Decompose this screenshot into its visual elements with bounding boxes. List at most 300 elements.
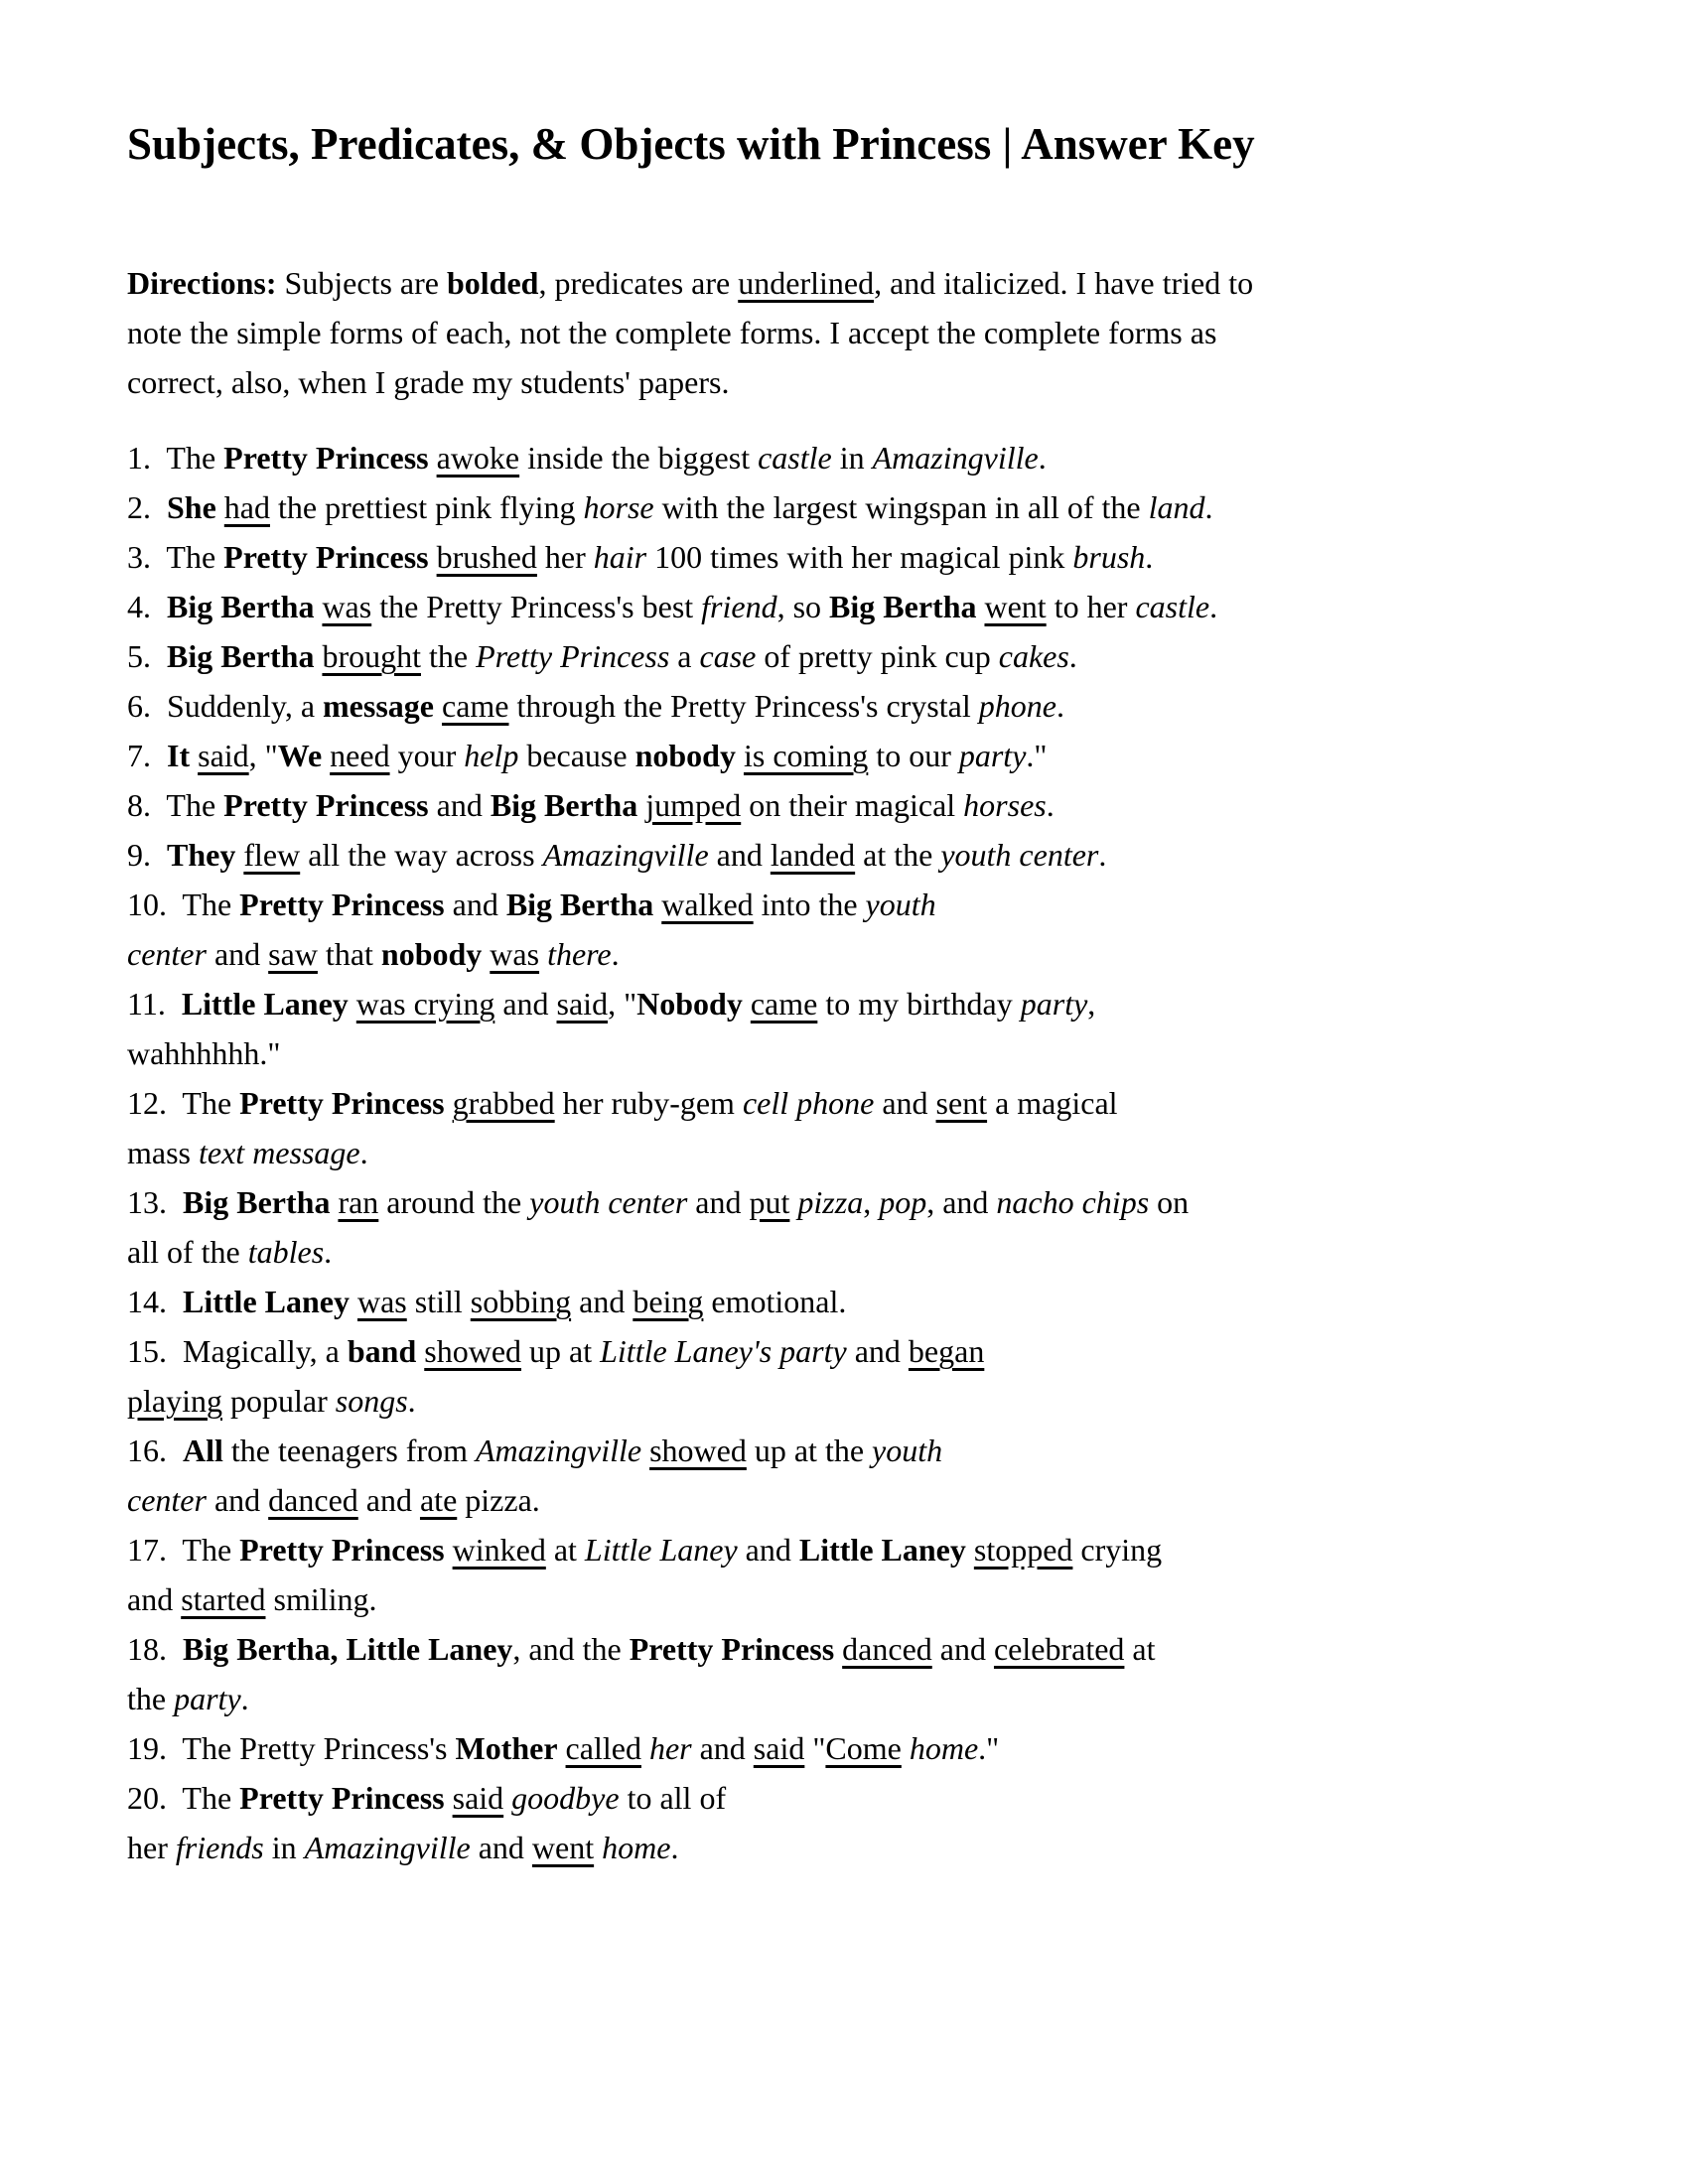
object-italic-run: castle	[1135, 589, 1210, 624]
text-run: .	[1145, 539, 1154, 575]
text-run: 11.	[127, 986, 182, 1022]
text-run: , and the	[512, 1631, 630, 1667]
text-run: her	[127, 1830, 176, 1865]
list-item	[127, 582, 1579, 631]
text-run: 5.	[127, 638, 167, 674]
text-run: to all of	[619, 1780, 727, 1816]
text-run: 100 times with her magical pink	[646, 539, 1073, 575]
predicate-underlined-run: was	[490, 936, 540, 972]
subject-bold-run: Pretty Princess	[239, 887, 445, 922]
subject-bold-run: Nobody	[636, 986, 743, 1022]
object-italic-run: Amazingville	[872, 440, 1039, 476]
subject-bold-run: They	[167, 837, 236, 873]
subject-bold-run: Big Bertha	[167, 638, 315, 674]
text-run: the teenagers from	[222, 1433, 476, 1468]
text-line	[127, 1574, 1579, 1624]
subject-bold-run: Mother	[455, 1730, 558, 1766]
text-line	[127, 308, 1579, 357]
predicate-underlined-run: saw	[268, 936, 318, 972]
predicate-underlined-run: playing	[127, 1383, 222, 1419]
text-run: all of the	[127, 1234, 248, 1270]
text-line	[127, 1326, 1579, 1376]
predicate-underlined-run: jumped	[645, 787, 742, 823]
subject-bold-run: All	[183, 1433, 223, 1468]
object-italic-run: friends	[175, 1830, 264, 1865]
predicate-underlined-run: danced	[268, 1482, 358, 1518]
text-run: , "	[608, 986, 637, 1022]
text-run: at the	[855, 837, 941, 873]
object-italic-run: land	[1148, 489, 1205, 525]
predicate-underlined-run: grabbed	[452, 1085, 555, 1121]
text-run: 20. The	[127, 1780, 240, 1816]
text-line	[127, 1823, 1579, 1872]
text-run	[902, 1730, 910, 1766]
text-line	[127, 482, 1579, 532]
text-run: emotional.	[703, 1284, 847, 1319]
object-italic-run: Little Laney	[584, 1532, 738, 1568]
predicate-underlined-run: came	[750, 986, 818, 1022]
text-run: and	[470, 1830, 532, 1865]
predicate-underlined-run: flew	[243, 837, 301, 873]
text-run: ,	[863, 1184, 880, 1220]
text-run: the prettiest pink flying	[270, 489, 584, 525]
object-italic-run: Amazingville	[542, 837, 709, 873]
object-italic-run: castle	[758, 440, 832, 476]
text-run: in	[831, 440, 873, 476]
text-run: up at the	[746, 1433, 873, 1468]
object-italic-run: party	[958, 738, 1027, 773]
list-item	[127, 1426, 1579, 1525]
text-run: because	[518, 738, 635, 773]
text-run: .	[611, 936, 620, 972]
text-run: 15. Magically, a	[127, 1333, 348, 1369]
subject-bold-run: She	[167, 489, 216, 525]
text-run: .	[1204, 489, 1213, 525]
text-run: .	[240, 1681, 249, 1716]
object-italic-run: home	[909, 1730, 979, 1766]
object-italic-run: songs	[335, 1383, 408, 1419]
text-run: at	[1124, 1631, 1156, 1667]
text-run: Subjects are	[276, 265, 447, 301]
subject-bold-run: Big Bertha, Little Laney	[183, 1631, 513, 1667]
subject-bold-run: Little Laney	[181, 986, 349, 1022]
text-run: .	[1068, 638, 1077, 674]
text-run: 8. The	[127, 787, 224, 823]
predicate-underlined-run: was	[356, 1284, 407, 1319]
text-run: correct, also, when I grade my students' papers.	[127, 364, 730, 400]
text-run: note the simple forms of each, not the complete forms. I accept the complete forms as	[127, 315, 1217, 350]
predicate-underlined-run: began	[908, 1333, 985, 1369]
text-run: popular	[221, 1383, 336, 1419]
text-run: 2.	[127, 489, 167, 525]
predicate-underlined-run: came	[441, 688, 509, 724]
list-item	[127, 780, 1579, 830]
text-run: mass	[127, 1135, 199, 1170]
text-run: and	[708, 837, 771, 873]
text-run: wahhhhhh."	[127, 1035, 281, 1071]
predicate-underlined-run: need	[330, 738, 390, 773]
predicate-underlined-run: was crying	[355, 986, 495, 1022]
subject-bold-run: Pretty Princess	[223, 539, 429, 575]
text-run: and	[691, 1730, 754, 1766]
object-italic-run: center	[127, 936, 207, 972]
text-run: 10. The	[127, 887, 240, 922]
text-run	[429, 539, 437, 575]
text-run	[322, 738, 330, 773]
text-run	[350, 1284, 357, 1319]
text-line	[127, 258, 1579, 308]
subject-bold-run: Big Bertha	[505, 887, 654, 922]
text-run: and	[846, 1333, 909, 1369]
text-run: inside the biggest	[519, 440, 759, 476]
text-line	[127, 780, 1579, 830]
subject-bold-run: Big Bertha	[490, 787, 638, 823]
subject-bold-run: We	[277, 738, 323, 773]
text-run: .	[1046, 787, 1055, 823]
text-line	[127, 433, 1579, 482]
object-italic-run: her	[648, 1730, 692, 1766]
text-run: , and italicized. I have tried to	[874, 265, 1254, 301]
text-run: .	[324, 1234, 333, 1270]
object-italic-run: center	[127, 1482, 207, 1518]
subject-bold-run: Pretty Princess	[629, 1631, 835, 1667]
text-run: .	[407, 1383, 416, 1419]
text-run: with the largest wingspan in all of the	[653, 489, 1149, 525]
object-italic-run: text message	[199, 1135, 360, 1170]
text-run: 19. The Pretty Princess's	[127, 1730, 456, 1766]
list-item	[127, 1326, 1579, 1426]
object-italic-run: there	[547, 936, 612, 972]
subject-bold-run: Pretty Princess	[239, 1780, 445, 1816]
predicate-underlined-run: celebrated	[993, 1631, 1125, 1667]
object-italic-run: brush	[1072, 539, 1146, 575]
list-item	[127, 880, 1579, 979]
text-run	[736, 738, 744, 773]
list-item	[127, 1525, 1579, 1624]
text-run: to her	[1046, 589, 1136, 624]
predicate-underlined-run: underlined	[738, 265, 875, 301]
text-run: a magical	[987, 1085, 1118, 1121]
text-line	[127, 1227, 1579, 1277]
text-run: .	[670, 1830, 679, 1865]
text-line	[127, 1525, 1579, 1574]
text-run: her ruby-gem	[554, 1085, 743, 1121]
predicate-underlined-run: went	[531, 1830, 595, 1865]
subject-bold-run: Pretty Princess	[223, 787, 429, 823]
list-item	[127, 1177, 1579, 1277]
text-run: on	[1149, 1184, 1190, 1220]
text-run: and	[571, 1284, 633, 1319]
subject-bold-run: Pretty Princess	[239, 1085, 445, 1121]
text-run: all the way across	[300, 837, 543, 873]
text-run	[434, 688, 442, 724]
list-item	[127, 433, 1579, 482]
text-line	[127, 357, 1579, 407]
list-item	[127, 979, 1579, 1078]
text-run: and	[494, 986, 557, 1022]
predicate-underlined-run: showed	[424, 1333, 522, 1369]
text-run: 16.	[127, 1433, 183, 1468]
text-run: , "	[248, 738, 278, 773]
object-italic-run: case	[699, 638, 757, 674]
object-italic-run: youth	[872, 1433, 943, 1468]
object-italic-run: home	[602, 1830, 671, 1865]
object-italic-run: youth center	[529, 1184, 688, 1220]
text-line	[127, 1177, 1579, 1227]
object-italic-run: Pretty Princess	[476, 638, 670, 674]
list-item	[127, 681, 1579, 731]
text-run: that	[317, 936, 381, 972]
text-run: 1. The	[127, 440, 224, 476]
text-line	[127, 1028, 1579, 1078]
text-run: ,	[1087, 986, 1096, 1022]
text-line	[127, 979, 1579, 1028]
text-run	[445, 1780, 453, 1816]
text-run: 4.	[127, 589, 167, 624]
predicate-underlined-run: danced	[842, 1631, 932, 1667]
predicate-underlined-run: called	[565, 1730, 641, 1766]
predicate-underlined-run: started	[181, 1581, 266, 1617]
object-italic-run: cell phone	[742, 1085, 875, 1121]
object-italic-run: Little Laney's party	[600, 1333, 847, 1369]
text-line	[127, 1128, 1579, 1177]
text-run: in	[263, 1830, 305, 1865]
list-item	[127, 830, 1579, 880]
text-line	[127, 582, 1579, 631]
list-item	[127, 1773, 1579, 1872]
text-run: the	[127, 1681, 175, 1716]
text-line	[127, 1376, 1579, 1426]
object-italic-run: help	[464, 738, 519, 773]
text-run: 13.	[127, 1184, 183, 1220]
text-run	[558, 1730, 566, 1766]
subject-bold-run: Pretty Princess	[239, 1532, 445, 1568]
predicate-underlined-run: Come	[825, 1730, 902, 1766]
text-run: and	[206, 936, 269, 972]
text-run: the	[420, 638, 477, 674]
subject-bold-run: Little Laney	[798, 1532, 966, 1568]
text-run: pizza.	[457, 1482, 540, 1518]
object-italic-run: pop	[879, 1184, 927, 1220]
text-run: on their magical	[741, 787, 964, 823]
text-run	[445, 1532, 453, 1568]
subject-bold-run: Big Bertha	[167, 589, 315, 624]
text-line	[127, 830, 1579, 880]
text-run: , so	[776, 589, 830, 624]
text-run: crying	[1072, 1532, 1163, 1568]
text-run: and	[931, 1631, 994, 1667]
predicate-underlined-run: put	[749, 1184, 790, 1220]
text-line	[127, 1426, 1579, 1475]
text-line	[127, 929, 1579, 979]
text-line	[127, 731, 1579, 780]
text-run: 6. Suddenly, a	[127, 688, 324, 724]
object-italic-run: phone	[978, 688, 1056, 724]
list-item	[127, 482, 1579, 532]
predicate-underlined-run: landed	[770, 837, 856, 873]
text-run: around the	[378, 1184, 530, 1220]
text-run	[641, 1433, 649, 1468]
text-run: ."	[1026, 738, 1048, 773]
text-run: 14.	[127, 1284, 183, 1319]
predicate-underlined-run: said	[753, 1730, 805, 1766]
subject-bold-run: message	[323, 688, 434, 724]
predicate-underlined-run: winked	[452, 1532, 546, 1568]
text-run: and	[737, 1532, 799, 1568]
text-run	[503, 1780, 511, 1816]
list-item	[127, 1723, 1579, 1773]
directions-paragraph	[127, 258, 1579, 407]
text-run	[641, 1730, 649, 1766]
object-italic-run: goodbye	[511, 1780, 620, 1816]
text-run: smiling.	[265, 1581, 377, 1617]
text-run: your	[389, 738, 465, 773]
text-run: 9.	[127, 837, 167, 873]
text-run	[966, 1532, 974, 1568]
object-italic-run: party	[1020, 986, 1088, 1022]
text-run: to our	[868, 738, 959, 773]
subject-bold-run: band	[347, 1333, 417, 1369]
text-run: the Pretty Princess's best	[371, 589, 702, 624]
text-run: at	[545, 1532, 585, 1568]
predicate-underlined-run: said	[556, 986, 609, 1022]
text-line	[127, 880, 1579, 929]
text-run: "	[804, 1730, 826, 1766]
text-line	[127, 1773, 1579, 1823]
object-italic-run: Amazingville	[304, 1830, 471, 1865]
text-run: .	[1098, 837, 1107, 873]
text-line	[127, 631, 1579, 681]
list-item	[127, 1078, 1579, 1177]
page-title: Subjects, Predicates, & Objects with Princess | Answer Key	[127, 119, 1255, 169]
predicate-underlined-run: sobbing	[470, 1284, 572, 1319]
text-run	[349, 986, 356, 1022]
object-italic-run: youth	[865, 887, 936, 922]
text-run: and	[127, 1581, 182, 1617]
object-italic-run: Amazingville	[476, 1433, 642, 1468]
text-line	[127, 1078, 1579, 1128]
text-run: and	[428, 787, 491, 823]
text-run: , and	[926, 1184, 997, 1220]
predicate-underlined-run: brought	[322, 638, 421, 674]
object-italic-run: nacho chips	[996, 1184, 1150, 1220]
predicate-underlined-run: awoke	[436, 440, 520, 476]
subject-bold-run: nobody	[380, 936, 483, 972]
list-item	[127, 631, 1579, 681]
text-run	[216, 489, 224, 525]
predicate-underlined-run: brushed	[436, 539, 537, 575]
predicate-underlined-run: said	[452, 1780, 504, 1816]
predicate-underlined-run: went	[984, 589, 1047, 624]
text-run: 12. The	[127, 1085, 240, 1121]
subject-bold-run: nobody	[634, 738, 736, 773]
object-italic-run: horses	[963, 787, 1047, 823]
text-run: .	[1038, 440, 1047, 476]
object-italic-run: hair	[593, 539, 647, 575]
text-run: to my birthday	[817, 986, 1021, 1022]
text-run: of pretty pink cup	[756, 638, 999, 674]
text-run	[539, 936, 547, 972]
text-run: and	[357, 1482, 420, 1518]
text-run	[190, 738, 198, 773]
text-line	[127, 681, 1579, 731]
text-run: .	[1209, 589, 1218, 624]
subject-bold-run: Big Bertha	[829, 589, 977, 624]
text-run: up at	[521, 1333, 601, 1369]
text-run: and	[206, 1482, 269, 1518]
predicate-underlined-run: being	[633, 1284, 704, 1319]
text-run: ."	[978, 1730, 1000, 1766]
text-line	[127, 532, 1579, 582]
subject-bold-run: bolded	[446, 265, 539, 301]
text-run: 18.	[127, 1631, 183, 1667]
object-italic-run: friend	[701, 589, 777, 624]
predicate-underlined-run: said	[198, 738, 249, 773]
subject-bold-run: It	[167, 738, 191, 773]
text-run: through the Pretty Princess's crystal	[508, 688, 979, 724]
text-run: and	[874, 1085, 936, 1121]
text-run	[429, 440, 437, 476]
object-italic-run: youth center	[940, 837, 1099, 873]
text-run: still	[406, 1284, 471, 1319]
text-line	[127, 1277, 1579, 1326]
object-italic-run: cakes	[998, 638, 1069, 674]
numbered-list	[127, 433, 1579, 1872]
text-line	[127, 1723, 1579, 1773]
predicate-underlined-run: sent	[935, 1085, 988, 1121]
subject-bold-run: Little Laney	[183, 1284, 350, 1319]
subject-bold-run: Directions:	[127, 265, 277, 301]
list-item	[127, 532, 1579, 582]
object-italic-run: pizza	[797, 1184, 864, 1220]
text-run: into the	[753, 887, 866, 922]
object-italic-run: horse	[583, 489, 654, 525]
text-run	[594, 1830, 602, 1865]
text-run	[445, 1085, 453, 1121]
predicate-underlined-run: is coming	[743, 738, 869, 773]
text-run: , predicates are	[538, 265, 739, 301]
text-line	[127, 1674, 1579, 1723]
predicate-underlined-run: walked	[661, 887, 754, 922]
subject-bold-run: Big Bertha	[183, 1184, 331, 1220]
list-item	[127, 731, 1579, 780]
predicate-underlined-run: showed	[649, 1433, 747, 1468]
text-run: .	[1055, 688, 1064, 724]
predicate-underlined-run: ate	[419, 1482, 458, 1518]
text-run: 7.	[127, 738, 167, 773]
text-run: 17. The	[127, 1532, 240, 1568]
list-item	[127, 1624, 1579, 1723]
text-run	[834, 1631, 842, 1667]
predicate-underlined-run: was	[322, 589, 372, 624]
subject-bold-run: Pretty Princess	[223, 440, 429, 476]
predicate-underlined-run: stopped	[973, 1532, 1073, 1568]
text-run: 3. The	[127, 539, 224, 575]
text-run: .	[359, 1135, 368, 1170]
text-run: a	[669, 638, 700, 674]
text-run: her	[536, 539, 594, 575]
object-italic-run: tables	[247, 1234, 325, 1270]
text-run: and	[444, 887, 506, 922]
list-item	[127, 1277, 1579, 1326]
text-run	[743, 986, 751, 1022]
text-run: and	[687, 1184, 750, 1220]
predicate-underlined-run: ran	[338, 1184, 379, 1220]
predicate-underlined-run: had	[223, 489, 270, 525]
text-line	[127, 1624, 1579, 1674]
text-line	[127, 1475, 1579, 1525]
object-italic-run: party	[174, 1681, 241, 1716]
